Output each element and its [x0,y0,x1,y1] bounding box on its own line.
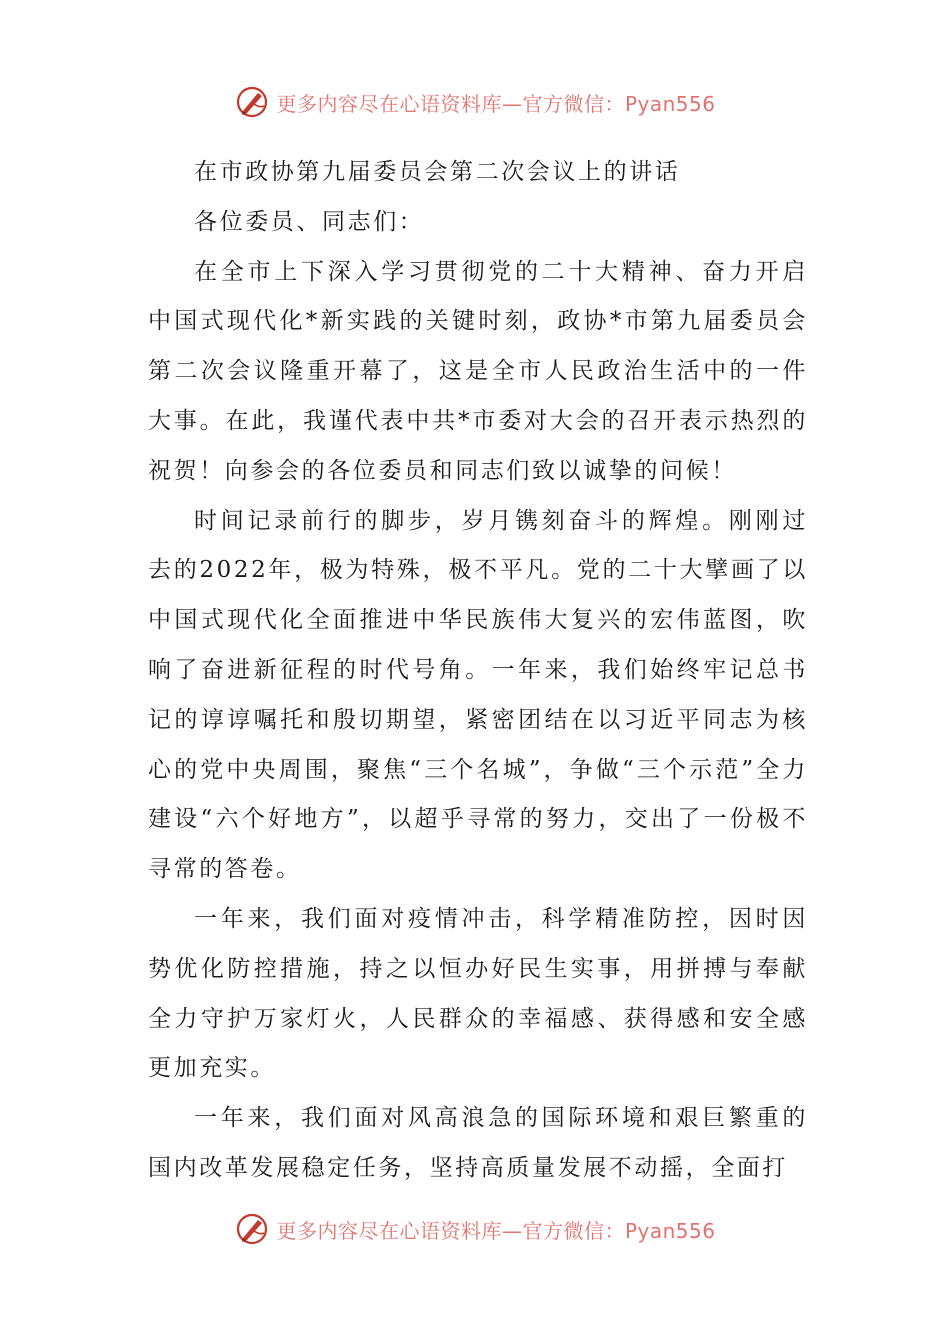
watermark-text: 更多内容尽在心语资料库—官方微信：Pyan556 [276,91,716,116]
header-watermark-banner [0,82,950,122]
document-title: 在市政协第九届委员会第二次会议上的讲话 [194,159,681,185]
pen-logo-icon [234,1211,270,1247]
paragraph: 一年来，我们面对风高浪急的国际环境和艰巨繁重的国内改革发展稳定任务，坚持高质量发展不动摇，全面打 [148,1105,808,1181]
salutation: 各位委员、同志们： [194,208,425,235]
pen-logo-icon [234,84,270,120]
document-body [148,148,808,1194]
paragraph: 在全市上下深入学习贯彻党的二十大精神、奋力开启中国式现代化*新实践的关键时刻，政协*市第九届委员会第二次会议隆重开幕了，这是全市人民政治生活中的一件大事。在此，我谨代表中共*市委对大会的召开表示热烈的祝贺！向参会的各位委员和同志们致以诚挚的问候！ [148,258,808,484]
watermark-text: 更多内容尽在心语资料库—官方微信：Pyan556 [276,1218,716,1243]
paragraph: 一年来，我们面对疫情冲击，科学精准防控，因时因势优化防控措施，持之以恒办好民生实事，用拼搏与奉献全力守护万家灯火，人民群众的幸福感、获得感和安全感更加充实。 [148,905,808,1082]
paragraph: 时间记录前行的脚步，岁月镌刻奋斗的辉煌。刚刚过去的2022年，极为特殊，极不平凡。党的二十大擘画了以中国式现代化全面推进中华民族伟大复兴的宏伟蓝图，吹响了奋进新征程的时代号角。一年来，我们始终牢记总书记的谆谆嘱托和殷切期望，紧密团结在以习近平同志为核心的党中央周围，聚焦“三个名城”，争做“三个示范”全力建设“六个好地方”，以超乎寻常的努力，交出了一份极不寻常的答卷。 [148,507,808,883]
footer-watermark-banner [0,1209,950,1249]
